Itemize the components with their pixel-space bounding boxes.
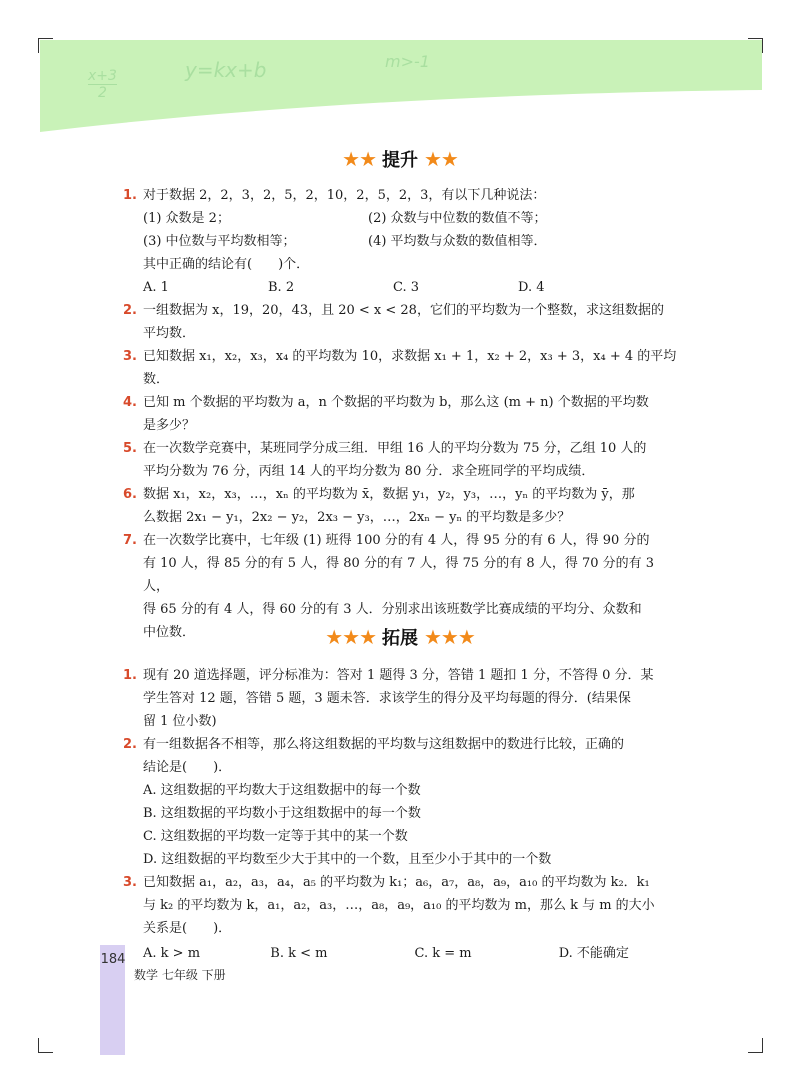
star-icon: ★★	[424, 147, 458, 171]
star-icon: ★★	[342, 147, 376, 171]
banner-formula-inequality: m>-1	[385, 52, 430, 71]
page-number: 184	[100, 952, 126, 967]
problem-text: 学生答对 12 题，答错 5 题，3 题未答．求该学生的得分及平均每题的得分．(结果保	[143, 691, 631, 706]
problem-number: 1.	[123, 668, 137, 683]
option-d: D. 不能确定	[558, 946, 629, 961]
problem-item	[123, 184, 683, 299]
problem-number: 2.	[123, 737, 137, 752]
problem-text: 现有 20 道选择题，评分标准为：答对 1 题得 3 分，答错 1 题扣 1 分，不答得 0 分．某	[143, 668, 654, 683]
problem-text: 有 10 人，得 85 分的有 5 人，得 80 分的有 7 人，得 75 分的有 8 人，得 70 分的有 3 人，	[143, 556, 655, 594]
problem-list-extend	[123, 664, 683, 965]
option-a: A. k > m	[143, 946, 201, 961]
option-d: D. 这组数据的平均数至少大于其中的一个数，且至少小于其中的一个数	[143, 852, 552, 867]
star-icon: ★★★	[325, 625, 376, 649]
section-title: 拓展	[382, 628, 418, 649]
problem-number: 3.	[123, 349, 137, 364]
section-title: 提升	[382, 150, 418, 171]
book-title: 数学 七年级 下册	[134, 968, 226, 982]
option-d: D. 4	[518, 280, 545, 295]
problem-text: 在一次数学竞赛中，某班同学分成三组．甲组 16 人的平均分数为 75 分，乙组 10 人的	[143, 441, 647, 456]
problem-item	[123, 733, 683, 871]
problem-text: 有一组数据各不相等，那么将这组数据的平均数与这组数据中的数进行比较，正确的	[143, 737, 625, 752]
problem-item	[123, 299, 683, 345]
problem-text: 对于数据 2，2，3，2，5，2，10，2，5，2，3，有以下几种说法：	[143, 188, 546, 203]
problem-text: 么数据 2x₁ − y₁，2x₂ − y₂，2x₃ − y₃，…，2xₙ − yₙ 的平均数是多少？	[143, 510, 571, 525]
problem-text: 留 1 位小数)	[143, 714, 217, 729]
problem-text: 其中正确的结论有( )个．	[143, 257, 310, 272]
problem-text: 已知数据 x₁，x₂，x₃，x₄ 的平均数为 10，求数据 x₁ + 1，x₂ + 2，x₃ + 3，x₄ + 4 的平均数．	[143, 349, 677, 387]
statement-item: (4) 平均数与众数的数值相等．	[368, 234, 547, 249]
option-c: C. 这组数据的平均数一定等于其中的某一个数	[143, 829, 408, 844]
option-c: C. k = m	[414, 946, 472, 961]
option-a: A. 1	[143, 280, 169, 295]
problem-item	[123, 483, 683, 529]
problem-text: 中位数．	[143, 625, 196, 640]
option-b: B. k < m	[270, 946, 328, 961]
crop-mark-bottom-left	[38, 1038, 53, 1053]
problem-text: 数据 x₁，x₂，x₃，…，xₙ 的平均数为 x̄，数据 y₁，y₂，y₃，…，yₙ 的平均数为 ȳ，那	[143, 487, 635, 502]
problem-text: 一组数据为 x，19，20，43，且 20 < x < 28，它们的平均数为一个整数，求这组数据的	[143, 303, 664, 318]
problem-text: 是多少？	[143, 418, 196, 433]
problem-number: 4.	[123, 395, 137, 410]
problem-item	[123, 437, 683, 483]
banner-formula-fraction: x+3 2	[88, 68, 117, 101]
problem-text: 关系是( )．	[143, 921, 232, 936]
option-b: B. 2	[268, 280, 295, 295]
problem-number: 7.	[123, 533, 137, 548]
problem-number: 3.	[123, 875, 137, 890]
problem-text: 已知数据 a₁，a₂，a₃，a₄，a₅ 的平均数为 k₁；a₆，a₇，a₈，a₉，a₁₀ 的平均数为 k₂．k₁	[143, 875, 650, 890]
problem-text: 与 k₂ 的平均数为 k，a₁，a₂，a₃，…，a₈，a₉，a₁₀ 的平均数为 m，那么 k 与 m 的大小	[143, 898, 655, 913]
statement-item: (2) 众数与中位数的数值不等；	[368, 211, 547, 226]
section-heading-improve	[0, 146, 800, 172]
problem-text: 在一次数学比赛中，七年级 (1) 班得 100 分的有 4 人，得 95 分的有 6 人，得 90 分的	[143, 533, 650, 548]
problem-text: 平均分数为 76 分，丙组 14 人的平均分数为 80 分．求全班同学的平均成绩．	[143, 464, 595, 479]
section-heading-extend	[0, 624, 800, 650]
problem-text: 结论是( )．	[143, 760, 232, 775]
option-b: B. 这组数据的平均数小于这组数据中的每一个数	[143, 806, 421, 821]
option-c: C. 3	[393, 280, 420, 295]
problem-list-improve	[123, 184, 683, 644]
banner-formula-linear: y=kx+b	[185, 58, 267, 82]
problem-number: 5.	[123, 441, 137, 456]
star-icon: ★★★	[424, 625, 475, 649]
problem-item	[123, 345, 683, 391]
problem-item	[123, 664, 683, 733]
statement-item: (1) 众数是 2；	[143, 211, 230, 226]
option-a: A. 这组数据的平均数大于这组数据中的每一个数	[143, 783, 421, 798]
crop-mark-bottom-right	[748, 1038, 763, 1053]
problem-number: 1.	[123, 188, 137, 203]
problem-number: 2.	[123, 303, 137, 318]
problem-number: 6.	[123, 487, 137, 502]
problem-text: 已知 m 个数据的平均数为 a，n 个数据的平均数为 b，那么这 (m + n) 个数据的平均数	[143, 395, 649, 410]
problem-item	[123, 871, 683, 965]
problem-text: 平均数．	[143, 326, 196, 341]
problem-item	[123, 391, 683, 437]
problem-text: 得 65 分的有 4 人，得 60 分的有 3 人．分别求出该班数学比赛成绩的平均分、众数和	[143, 602, 642, 617]
statement-item: (3) 中位数与平均数相等；	[143, 234, 296, 249]
